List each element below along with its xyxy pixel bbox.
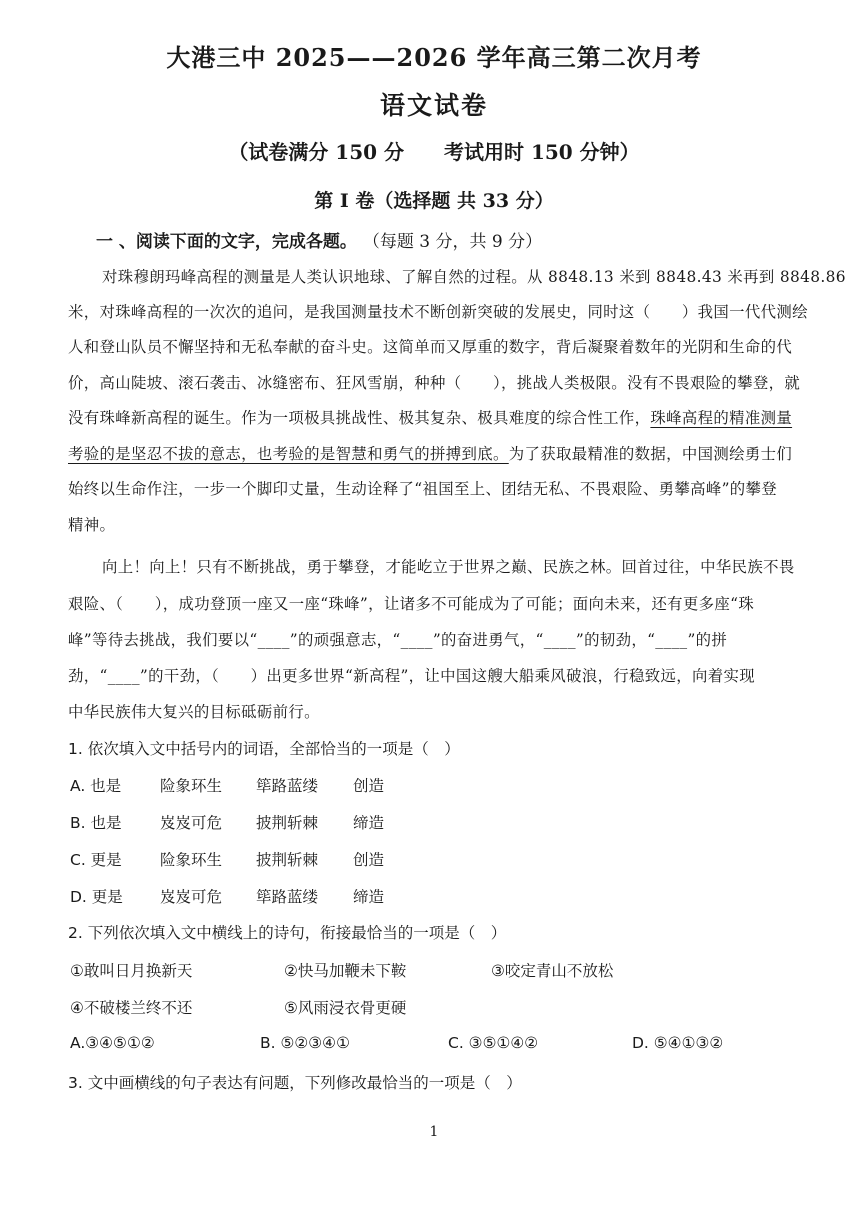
part-title: 第 I 卷（选择题 共 33 分） bbox=[314, 190, 554, 212]
verse-1: ①敢叫日月换新天 bbox=[70, 962, 193, 980]
section-heading-text: 一 、阅读下面的文字，完成各题。 bbox=[96, 232, 357, 252]
exam-info: （试卷满分 150 分 考试用时 150 分钟） bbox=[228, 140, 640, 164]
option-c-word: 险象环生 bbox=[160, 851, 223, 869]
passage-line: 米，对珠峰高程的一次次的追问，是我国测量技术不断创新突破的发展史，同时这（ ）我国一代代测绘 bbox=[68, 303, 808, 321]
question-2-stem: 2. 下列依次填入文中横线上的诗句，衔接最恰当的一项是（ ） bbox=[68, 924, 507, 942]
passage-line: 向上！向上！只有不断挑战，勇于攀登，才能屹立于世界之巅、民族之林。回首过往，中华民族不畏 bbox=[102, 558, 795, 576]
passage-line: 人和登山队员不懈坚持和无私奉献的奋斗史。这简单而又厚重的数字，背后凝聚着数年的光阴和生命的代 bbox=[68, 338, 793, 356]
option-d-label: D. 更是 bbox=[70, 888, 123, 906]
passage-line bbox=[68, 406, 792, 428]
passage-line: 精神。 bbox=[68, 516, 116, 534]
passage-line: 对珠穆朗玛峰高程的测量是人类认识地球、了解自然的过程。从 8848.13 米到 8848.43 米再到 8848.86 bbox=[102, 268, 846, 286]
option-a: A.③④⑤①② bbox=[70, 1034, 155, 1052]
underlined-sentence: 珠峰高程的精准测量 bbox=[650, 409, 793, 427]
option-a-word: 创造 bbox=[353, 777, 385, 795]
verse-5: ⑤风雨浸衣骨更硬 bbox=[284, 999, 407, 1017]
subject-title: 语文试卷 bbox=[379, 91, 488, 120]
verse-3: ③咬定青山不放松 bbox=[491, 962, 614, 980]
option-d-word: 筚路蓝缕 bbox=[256, 888, 319, 906]
option-c-label: C. 更是 bbox=[70, 851, 122, 869]
verse-4: ④不破楼兰终不还 bbox=[70, 999, 193, 1017]
passage-line: 始终以生命作注，一步一个脚印丈量，生动诠释了“祖国至上、团结无私、不畏艰险、勇攀高峰”的攀登 bbox=[68, 480, 778, 498]
passage-line: 价，高山陡坡、滚石袭击、冰缝密布、狂风雪崩，种种（ ），挑战人类极限。没有不畏艰险的攀登，就 bbox=[68, 374, 801, 392]
option-a-label: A. 也是 bbox=[70, 777, 122, 795]
option-b-word: 缔造 bbox=[353, 814, 385, 832]
option-d-word: 岌岌可危 bbox=[160, 888, 223, 906]
section-heading bbox=[96, 227, 542, 252]
option-a-word: 险象环生 bbox=[160, 777, 223, 795]
passage-line bbox=[68, 442, 792, 464]
option-c: C. ③⑤①④② bbox=[448, 1034, 539, 1052]
passage-line: 艰险、（ ），成功登顶一座又一座“珠峰”，让诸多不可能成为了可能；面向未来，还有更多座“珠 bbox=[68, 595, 755, 613]
option-b-word: 披荆斩棘 bbox=[256, 814, 319, 832]
underlined-sentence: 考验的是坚忍不拔的意志，也考验的是智慧和勇气的拼搏到底。 bbox=[68, 445, 509, 463]
passage-text: 为了获取最精准的数据，中国测绘勇士们 bbox=[508, 445, 793, 463]
passage-line: 劲，“____”的干劲，（ ）出更多世界“新高程”，让中国这艘大船乘风破浪，行稳致远，向着实现 bbox=[68, 667, 755, 685]
section-points: （每题 3 分，共 9 分） bbox=[362, 232, 543, 252]
passage-line: 中华民族伟大复兴的目标砥砺前行。 bbox=[68, 703, 320, 721]
passage-text: 没有珠峰新高程的诞生。作为一项极具挑战性、极其复杂、极具难度的综合性工作， bbox=[68, 409, 651, 427]
option-c-word: 创造 bbox=[353, 851, 385, 869]
option-d: D. ⑤④①③② bbox=[632, 1034, 724, 1052]
question-1-stem: 1. 依次填入文中括号内的词语，全部恰当的一项是（ ） bbox=[68, 740, 460, 758]
option-b: B. ⑤②③④① bbox=[260, 1034, 350, 1052]
question-3-stem: 3. 文中画横线的句子表达有问题，下列修改最恰当的一项是（ ） bbox=[68, 1074, 522, 1092]
verse-2: ②快马加鞭未下鞍 bbox=[284, 962, 407, 980]
option-b-label: B. 也是 bbox=[70, 814, 122, 832]
option-b-word: 岌岌可危 bbox=[160, 814, 223, 832]
option-d-word: 缔造 bbox=[353, 888, 385, 906]
passage-line: 峰”等待去挑战，我们要以“____”的顽强意志，“____”的奋进勇气，“____”的韧劲，“____”的拼 bbox=[68, 631, 728, 649]
exam-title: 大港三中 2025——2026 学年高三第二次月考 bbox=[166, 43, 702, 72]
option-c-word: 披荆斩棘 bbox=[256, 851, 319, 869]
page-number: 1 bbox=[429, 1124, 439, 1140]
option-a-word: 筚路蓝缕 bbox=[256, 777, 319, 795]
